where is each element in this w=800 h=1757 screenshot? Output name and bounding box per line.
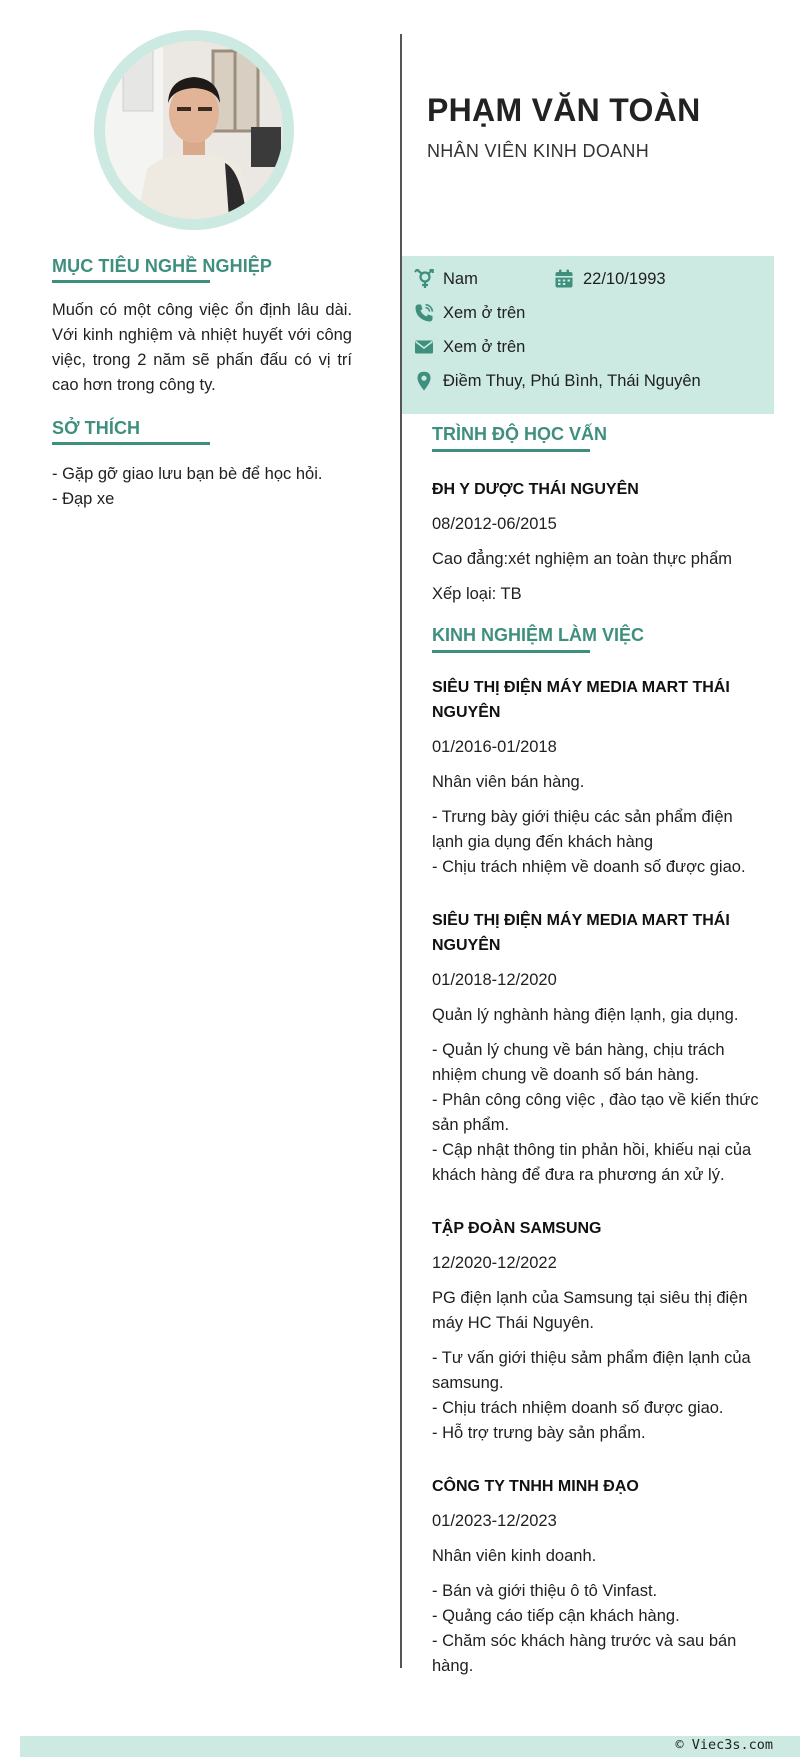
address-value: Điềm Thuy, Phú Bình, Thái Nguyên	[443, 371, 701, 390]
email-row	[414, 337, 525, 357]
location-pin-icon	[414, 371, 434, 391]
job-detail: - Cập nhật thông tin phản hồi, khiếu nại của khách hàng để đưa ra phương án xử lý.	[432, 1141, 752, 1184]
hobbies-title-text: SỞ THÍCH	[52, 418, 141, 438]
contact-info-box	[402, 256, 774, 414]
address-row	[414, 371, 701, 391]
candidate-position: NHÂN VIÊN KINH DOANH	[427, 141, 650, 161]
job-detail: - Chăm sóc khách hàng trước và sau bán hàng.	[432, 1632, 737, 1675]
objective-section-title	[52, 256, 272, 286]
email-value: Xem ở trên	[443, 337, 526, 356]
left-column	[52, 256, 352, 512]
job-company: SIÊU THỊ ĐIỆN MÁY MEDIA MART THÁI NGUYÊN	[432, 912, 730, 954]
education-period: 08/2012-06/2015	[432, 515, 557, 533]
calendar-icon	[554, 269, 574, 289]
education-rank: Xếp loại: TB	[432, 585, 522, 603]
job-period: 12/2020-12/2022	[432, 1254, 557, 1272]
job-detail: - Bán và giới thiệu ô tô Vinfast.	[432, 1582, 658, 1600]
job-detail: - Quảng cáo tiếp cận khách hàng.	[432, 1607, 680, 1625]
job-detail: - Hỗ trợ trưng bày sản phẩm.	[432, 1424, 646, 1442]
avatar-frame	[94, 30, 294, 230]
job-company: TẬP ĐOÀN SAMSUNG	[432, 1220, 602, 1237]
education-school: ĐH Y DƯỢC THÁI NGUYÊN	[432, 481, 639, 498]
objective-title-underline	[52, 280, 210, 283]
right-column	[432, 424, 767, 1679]
experience-title-text: KINH NGHIỆM LÀM VIỆC	[432, 625, 645, 645]
phone-icon	[414, 303, 434, 323]
email-icon	[414, 337, 434, 357]
experience-section-title	[432, 625, 767, 653]
hobbies-list	[52, 462, 352, 512]
education-major: Cao đẳng:xét nghiệm an toàn thực phẩm	[432, 550, 732, 568]
job-company: CÔNG TY TNHH MINH ĐẠO	[432, 1478, 639, 1495]
job-detail: - Quản lý chung về bán hàng, chịu trách nhiệm chung về doanh số bán hàng.	[432, 1041, 725, 1084]
avatar	[105, 41, 283, 219]
job-period: 01/2016-01/2018	[432, 738, 557, 756]
gender-row	[414, 269, 478, 289]
job-detail: - Tư vấn giới thiệu sảm phẩm điện lạnh của samsung.	[432, 1349, 751, 1392]
education-title-text: TRÌNH ĐỘ HỌC VẤN	[432, 424, 607, 444]
footer-watermark: © Viec3s.com	[675, 1737, 773, 1753]
phone-value: Xem ở trên	[443, 303, 526, 322]
gender-icon	[414, 269, 434, 289]
gender-value: Nam	[443, 269, 478, 288]
job-period: 01/2018-12/2020	[432, 971, 557, 989]
job-role: Quản lý nghành hàng điện lạnh, gia dụng.	[432, 1006, 739, 1024]
hobbies-section-title	[52, 418, 210, 448]
objective-text: Muốn có một công việc ổn định lâu dài. Với kinh nghiệm và nhiệt huyết với công việc, trong 2 năm sẽ phấn đấu có vị trí cao hơn trong công ty.	[52, 301, 352, 394]
objective-title-text: MỤC TIÊU NGHỀ NGHIỆP	[52, 256, 273, 276]
job-detail: - Trưng bày giới thiệu các sản phẩm điện lạnh gia dụng đến khách hàng	[432, 808, 733, 851]
birthday-row	[554, 269, 666, 289]
phone-row	[414, 303, 525, 323]
education-section-title	[432, 424, 767, 452]
hobby-item: - Gặp gỡ giao lưu bạn bè để học hỏi.	[52, 465, 323, 483]
job-role: Nhân viên bán hàng.	[432, 773, 585, 791]
job-entry	[432, 1216, 767, 1446]
job-period: 01/2023-12/2023	[432, 1512, 557, 1530]
job-entry	[432, 908, 767, 1188]
job-entry	[432, 675, 767, 880]
avatar-photo	[105, 41, 283, 219]
job-company: SIÊU THỊ ĐIỆN MÁY MEDIA MART THÁI NGUYÊN	[432, 679, 730, 721]
job-entry	[432, 1474, 767, 1679]
hobbies-title-underline	[52, 442, 210, 445]
candidate-name: PHẠM VĂN TOÀN	[427, 92, 701, 128]
job-role: Nhân viên kinh doanh.	[432, 1547, 597, 1565]
hobby-item: - Đạp xe	[52, 490, 115, 508]
job-role: PG điện lạnh của Samsung tại siêu thị điện máy HC Thái Nguyên.	[432, 1289, 748, 1332]
job-detail: - Phân công công việc , đào tạo về kiến thức sản phẩm.	[432, 1091, 759, 1134]
job-detail: - Chịu trách nhiệm về doanh số được giao.	[432, 858, 746, 876]
job-detail: - Chịu trách nhiệm doanh số được giao.	[432, 1399, 724, 1417]
birthday-value: 22/10/1993	[583, 269, 666, 288]
